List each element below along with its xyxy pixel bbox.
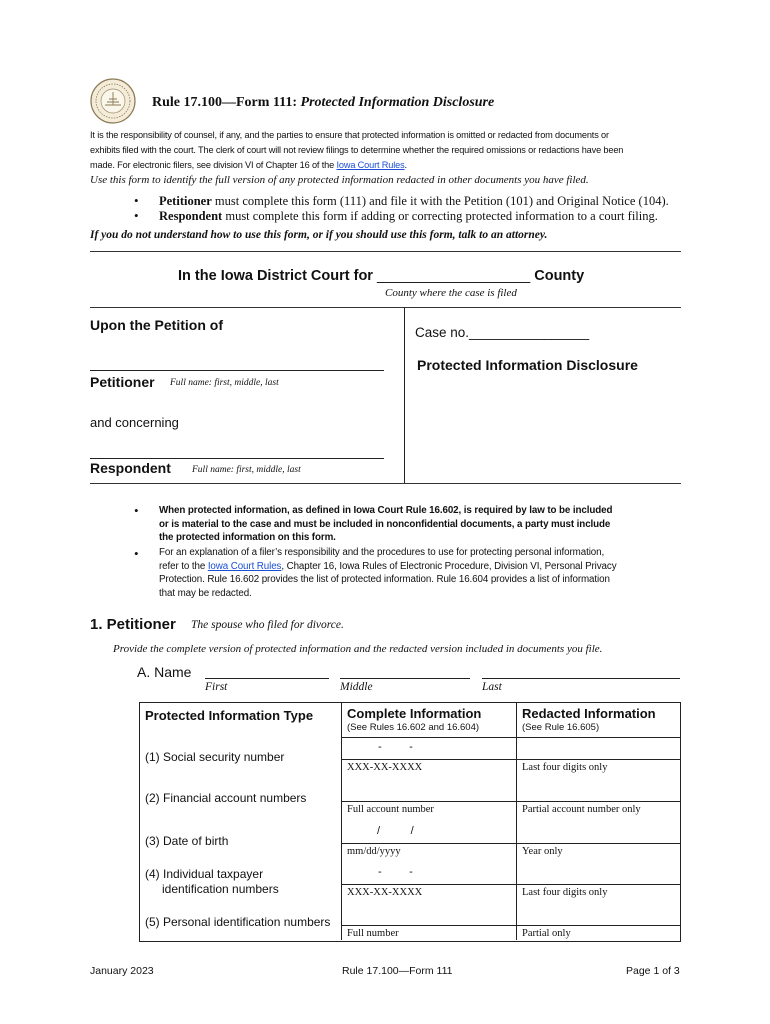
complete-format: Full number [347,928,399,939]
note-line: the protected information on this form. [159,532,336,543]
intro-line: exhibits filed with the court. The clerk of court will not review filings to determine whether the required omissions or redactions have been [90,145,624,155]
court-heading-county: County [530,268,585,284]
first-name-field[interactable] [205,678,329,679]
redacted-format: Last four digits only [522,887,608,898]
table-header-divider [341,737,680,738]
table-header-complete-sub: (See Rules 16.602 and 16.604) [347,722,480,733]
bullet-petitioner-text: must complete this form (111) and file it with the Petition (101) and Original Notice (104). [211,194,669,208]
complete-input-mask[interactable]: - - [378,866,413,878]
bullet-icon: • [134,193,139,208]
note-line: For an explanation of a filer’s responsibility and the procedures to use for protecting personal information, [159,547,605,558]
form-title: Rule 17.100—Form 111: [152,95,301,110]
note-line: , Chapter 16, Iowa Rules of Electronic Procedure, Division VI, Personal Privacy [281,560,617,572]
last-label: Last [482,681,502,693]
redacted-format: Last four digits only [522,762,608,773]
first-label: First [205,681,228,693]
petitioner-hint: Full name: first, middle, last [170,378,279,388]
section-instruction: Provide the complete version of protected information and the redacted version included in documents you file. [113,643,603,655]
redacted-input-line[interactable] [516,801,680,802]
footer-date: January 2023 [90,965,154,977]
use-form-instruction: Use this form to identify the full version of any protected information redacted in other documents you have filed. [90,174,589,186]
redacted-input-line[interactable] [516,884,680,885]
complete-format: Full account number [347,804,434,815]
bullet-petitioner-label: Petitioner [159,194,212,208]
county-hint: County where the case is filed [385,287,517,299]
redacted-input-line[interactable] [516,759,680,760]
complete-input-line[interactable] [341,843,516,844]
row-type: (3) Date of birth [145,834,229,848]
note-line: Protection. Rule 16.602 provides the list of protected information. Rule 16.604 provides a list of information [159,574,610,585]
redacted-format: Partial account number only [522,804,641,815]
complete-input-mask[interactable]: / / [377,825,414,837]
divider [90,251,681,252]
bullet-icon: • [134,546,139,561]
upon-petition-label: Upon the Petition of [90,317,223,333]
bullet-respondent-label: Respondent [159,209,223,223]
row-type-cont: identification numbers [162,882,279,896]
middle-name-field[interactable] [340,678,470,679]
document-title: Protected Information Disclosure [417,357,638,373]
note-line: When protected information, as defined in Iowa Court Rule 16.602, is required by law to be included [159,505,613,516]
intro-line: It is the responsibility of counsel, if any, and the parties to ensure that protected information is omitted or redacted from documents or [90,130,609,140]
table-header-redacted: Redacted Information [522,706,656,721]
section-heading: 1. Petitioner [90,616,176,633]
row-type: (4) Individual taxpayer [145,867,264,881]
complete-format: mm/dd/yyyy [347,846,401,857]
case-number-field[interactable]: Case no.________________ [415,325,590,340]
bullet-respondent-text: must complete this form if adding or correcting protected information to a court filing. [222,209,658,223]
middle-label: Middle [340,681,373,693]
respondent-hint: Full name: first, middle, last [192,465,301,475]
note-line: or is material to the case and must be included in nonconfidential documents, a party must include [159,518,611,530]
table-column-divider [341,703,342,940]
petitioner-label: Petitioner [90,374,155,390]
row-type: (1) Social security number [145,750,285,764]
name-label: A. Name [137,664,192,680]
note-line: that may be redacted. [159,587,252,599]
table-header-complete: Complete Information [347,706,482,721]
divider [90,483,681,484]
iowa-court-rules-link[interactable]: Iowa Court Rules [207,560,282,572]
bullet-icon: • [134,503,139,518]
attorney-warning: If you do not understand how to use this form, or if you should use this form, talk to an attorney. [90,229,548,241]
divider [90,307,681,308]
complete-format: XXX-XX-XXXX [347,887,423,898]
note-line: refer to the [159,560,208,572]
table-header-type: Protected Information Type [145,708,314,723]
court-heading: In the Iowa District Court for [178,268,377,284]
section-hint: The spouse who filed for divorce. [191,619,344,631]
respondent-label: Respondent [90,460,171,476]
table-column-divider [516,703,517,940]
complete-input-line[interactable] [341,884,516,885]
footer-page-number: Page 1 of 3 [626,965,680,977]
intro-period: . [404,160,407,170]
county-blank[interactable]: ___________________ [376,268,531,284]
respondent-name-field[interactable] [90,458,384,459]
complete-input-line[interactable] [341,801,516,802]
redacted-input-line[interactable] [516,925,680,926]
and-concerning-label: and concerning [90,415,179,430]
footer-form-id: Rule 17.100—Form 111 [342,965,453,977]
complete-format: XXX-XX-XXXX [347,762,423,773]
intro-line: made. For electronic filers, see division VI of Chapter 16 of the [90,160,337,170]
redacted-format: Partial only [522,928,571,939]
iowa-court-rules-link[interactable]: Iowa Court Rules [336,160,405,170]
petitioner-name-field[interactable] [90,370,384,371]
redacted-input-line[interactable] [516,843,680,844]
last-name-field[interactable] [482,678,680,679]
complete-input-mask[interactable]: - - [378,741,413,753]
complete-input-line[interactable] [341,759,516,760]
redacted-format: Year only [522,846,563,857]
form-title-italic: Protected Information Disclosure [300,95,495,110]
row-type: (2) Financial account numbers [145,791,307,805]
bullet-icon: • [134,208,139,223]
iowa-judicial-seal-icon [90,78,136,124]
row-type: (5) Personal identification numbers [145,915,331,929]
protected-info-table [139,702,681,942]
caption-divider [404,307,405,483]
complete-input-line[interactable] [341,925,516,926]
table-header-redacted-sub: (See Rule 16.605) [522,722,600,733]
